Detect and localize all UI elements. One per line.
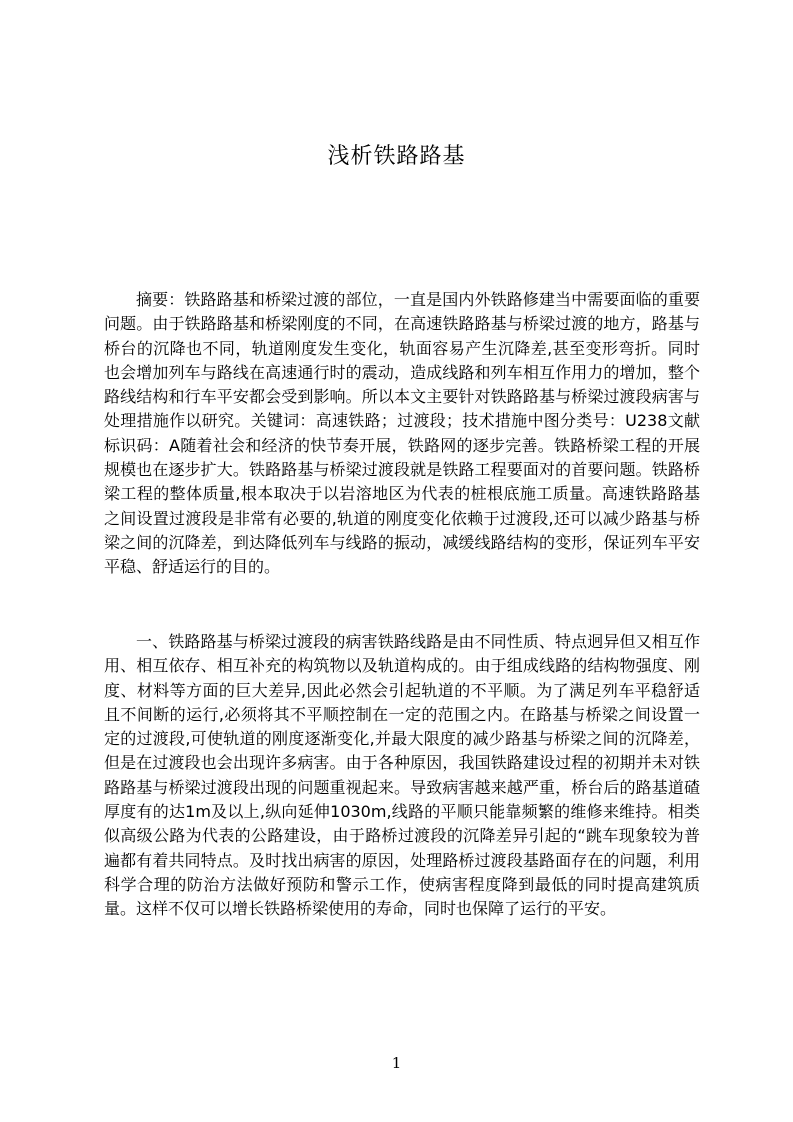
page-number: 1 xyxy=(391,1054,402,1072)
section-one-paragraph: 一、铁路路基与桥梁过渡段的病害铁路线路是由不同性质、特点迥异但又相互作用、相互依存、相互补充的构筑物以及轨道构成的。由于组成线路的结构物强度、刚度、材料等方面的巨大差异,因此必然会引起轨道的不平顺。为了满足列车平稳舒适且不间断的运行,必须将其不平顺控制在一定的范围之内。在路基与桥梁之间设置一定的过渡段,可使轨道的刚度逐渐变化,并最大限度的减少路基与桥梁之间的沉降差，但是在过渡段也会出现许多病害。由于各种原因，我国铁路建设过程的初期并未对铁路路基与桥梁过渡段出现的问题重视起来。导致病害越来越严重，桥台后的路基道碴厚度有的达1m及以上,纵向延伸1030m,线路的平顺只能靠频繁的维修来维持。相类似高级公路为代表的公路建设，由于路桥过渡段的沉降差异引起的“跳车现象较为普遍都有着共同特点。及时找出病害的原因，处理路桥过渡段基路面存在的问题，利用科学合理的防治方法做好预防和警示工作，使病害程度降到最低的同时提高建筑质量。这样不仅可以增长铁路桥梁使用的寿命，同时也保障了运行的平安。 xyxy=(104,632,700,919)
page-title: 浅析铁路路基 xyxy=(327,144,466,169)
abstract-paragraph: 摘要：铁路路基和桥梁过渡的部位，一直是国内外铁路修建当中需要面临的重要问题。由于铁路路基和桥梁刚度的不同，在高速铁路路基与桥梁过渡的地方，路基与桥台的沉降也不同，轨道刚度发生变化，轨面容易产生沉降差,甚至变形弯折。同时也会增加列车与路线在高速通行时的震动，造成线路和列车相互作用力的增加，整个路线结构和行车平安都会受到影响。所以本文主要针对铁路路基与桥梁过渡段病害与处理措施作以研究。关键词：高速铁路；过渡段；技术措施中图分类号：U238文献标识码：A随着社会和经济的快节奏开展，铁路网的逐步完善。铁路桥梁工程的开展规模也在逐步扩大。铁路路基与桥梁过渡段就是铁路工程要面对的首要问题。铁路桥梁工程的整体质量,根本取决于以岩溶地区为代表的桩根底施工质量。高速铁路路基之间设置过渡段是非常有必要的,轨道的刚度变化依赖于过渡段,还可以减少路基与桥梁之间的沉降差，到达降低列车与线路的振动，减缓线路结构的变形，保证列车平安平稳、舒适运行的目的。 xyxy=(104,290,700,577)
